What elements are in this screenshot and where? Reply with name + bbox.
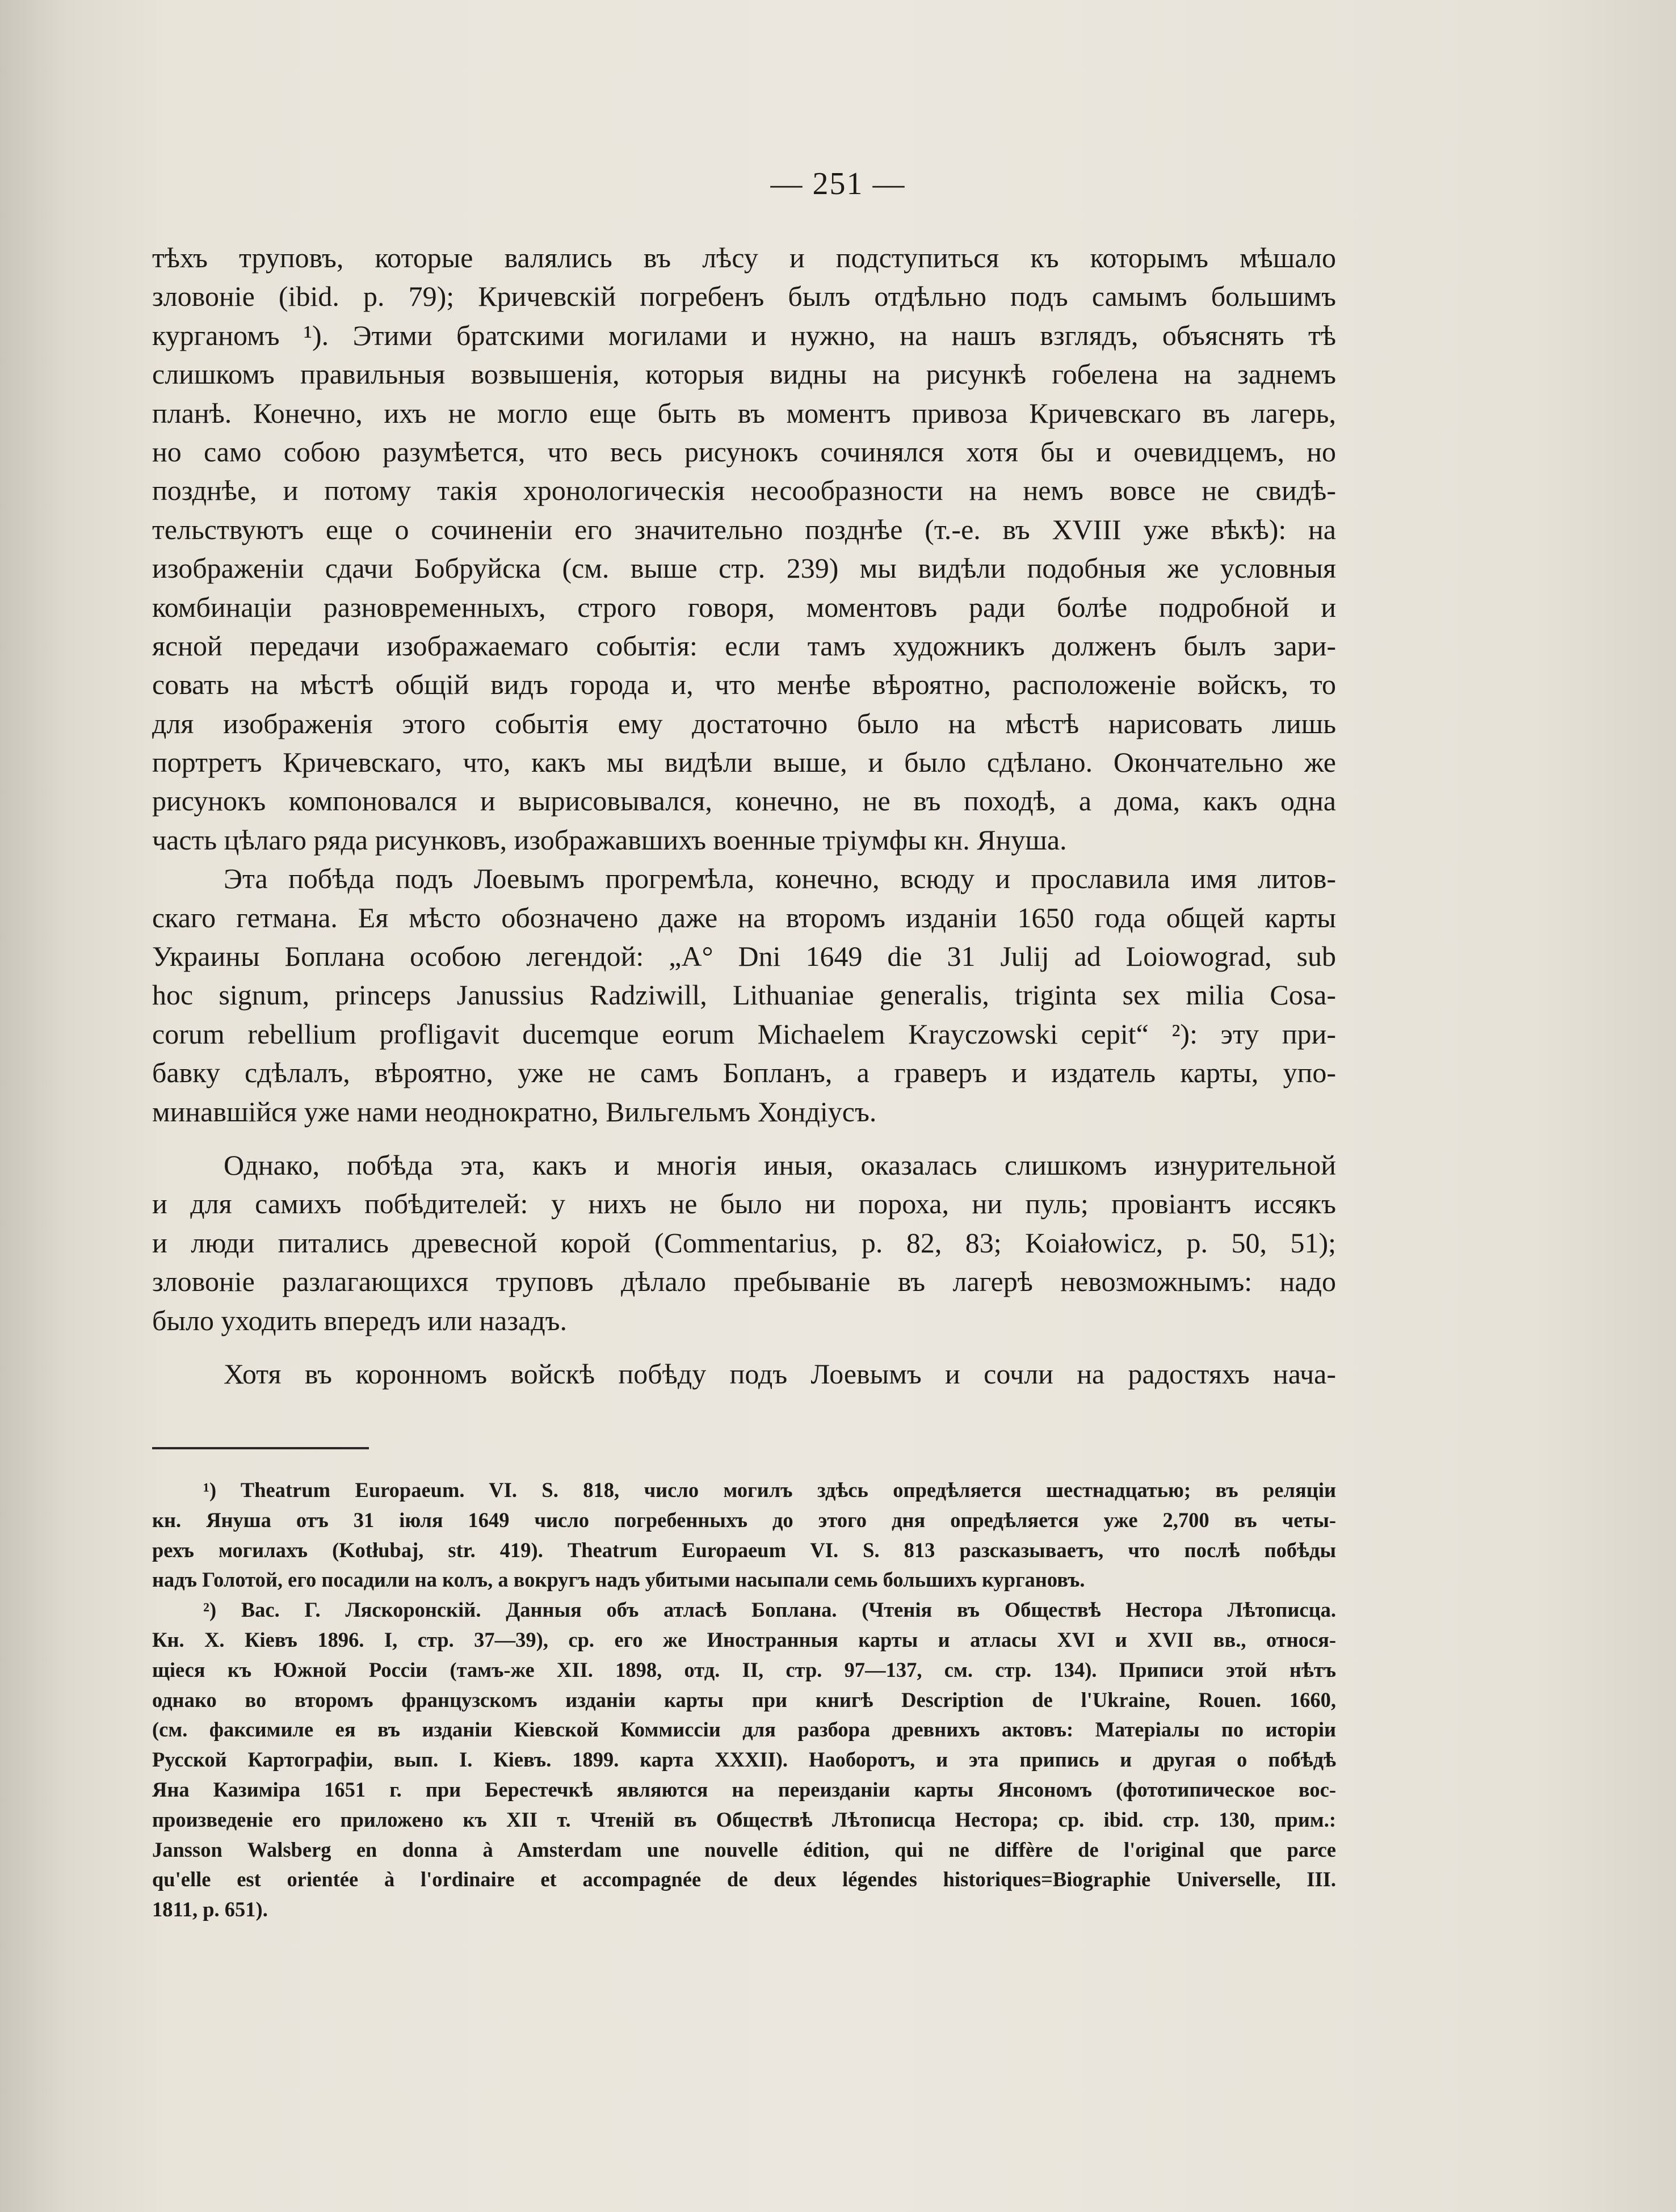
text-line: планѣ. Конечно, ихъ не могло еще быть въ моментъ привоза Кричевскаго въ лагерь, [152, 397, 1336, 429]
footnote-line: однако во второмъ французскомъ изданіи карты при книгѣ Description de l'Ukraine, Rouen. 1660, [152, 1688, 1336, 1711]
footnotes [152, 1475, 1336, 1925]
footnote-line: 1811, p. 651). [152, 1898, 268, 1921]
text-line: совать на мѣстѣ общій видъ города и, что менѣе вѣроятно, расположеніе войскъ, то [152, 668, 1336, 701]
text-line: hoc signum, princeps Janussius Radziwill, Lithuaniae generalis, triginta sex milia Cosa- [152, 979, 1336, 1011]
paragraph-gap [152, 1340, 1336, 1355]
text-line: и для самихъ побѣдителей: у нихъ не было ни пороха, ни пуль; провіантъ иссякъ [152, 1188, 1336, 1220]
text-line: портретъ Кричевскаго, что, какъ мы видѣли выше, и было сдѣлано. Окончательно же [152, 746, 1336, 779]
text-line: зловоніе разлагающихся труповъ дѣлало пребываніе въ лагерѣ невозможнымъ: надо [152, 1265, 1336, 1298]
text-line: Однако, побѣда эта, какъ и многія иныя, оказалась слишкомъ изнурительной [224, 1149, 1336, 1181]
text-line: corum rebellium profligavit ducemque eorum Michaelem Krayczowski cepit“ ²): эту при- [152, 1017, 1336, 1050]
text-line: Украины Боплана особою легендой: „A° Dni 1649 die 31 Julij ad Loiowograd, sub [152, 940, 1336, 973]
text-line: Хотя въ коронномъ войскѣ побѣду подъ Лоевымъ и сочли на радостяхъ нача- [224, 1357, 1336, 1390]
text-line: для изображенія этого событія ему достаточно было на мѣстѣ нарисовать лишь [152, 707, 1336, 739]
text-line: тѣхъ труповъ, которые валялись въ лѣсу и подступиться къ которымъ мѣшало [152, 242, 1336, 274]
text-line: зловоніе (ibid. p. 79); Кричевскій погребенъ былъ отдѣльно подъ самымъ большимъ [152, 280, 1336, 313]
footnote-line: ²) Вас. Г. Ляскоронскій. Данныя объ атласѣ Боплана. (Чтенія въ Обществѣ Нестора Лѣтописца. [203, 1598, 1336, 1622]
paragraph-gap [152, 1131, 1336, 1146]
footnote-line: надъ Голотой, его посадили на колъ, а вокругъ надъ убитыми насыпали семь большихъ кургановъ. [152, 1568, 1085, 1592]
text-line: Эта побѣда подъ Лоевымъ прогремѣла, конечно, всюду и прославила имя литов- [224, 863, 1336, 895]
footnote-line: ¹) Theatrum Europaeum. VI. S. 818, число могилъ здѣсь опредѣляется шестнадцатью; въ реляціи [203, 1478, 1336, 1502]
text-line: изображеніи сдачи Бобруйска (см. выше стр. 239) мы видѣли подобныя же условныя [152, 552, 1336, 584]
page-number: — 251 — [770, 166, 906, 201]
footnote-line: Яна Казиміра 1651 г. при Берестечкѣ являются на переизданіи карты Янсономъ (фототипическое вос- [152, 1777, 1336, 1801]
text-line: тельствуютъ еще о сочиненіи его значительно позднѣе (т.-е. въ XVIII уже вѣкѣ): на [152, 513, 1336, 545]
text-line: было уходить впередъ или назадъ. [152, 1304, 568, 1336]
footnote-line: Русской Картографіи, вып. I. Кіевъ. 1899. карта XXXII). Наоборотъ, и эта припись и другая о побѣдѣ [152, 1748, 1336, 1772]
text-line: часть цѣлаго ряда рисунковъ, изображавшихъ военные тріумфы кн. Януша. [152, 823, 1067, 856]
footnote-line: qu'elle est orientée à l'ordinaire et accompagnée de deux légendes historiques=Biographie Universelle, III. [152, 1868, 1336, 1891]
footnote-line: произведеніе его приложено къ XII т. Чтеній въ Обществѣ Лѣтописца Нестора; ср. ibid. стр. 130, прим.: [152, 1807, 1336, 1831]
text-line: и люди питались древесной корой (Commentarius, p. 82, 83; Koiałowicz, p. 50, 51); [152, 1226, 1336, 1259]
footnote-line: щіеся къ Южной Россіи (тамъ-же XII. 1898, отд. II, стр. 97—137, см. стр. 134). Приписи этой нѣтъ [152, 1658, 1336, 1681]
footnote-line: (см. факсимиле ея въ изданіи Кіевской Коммиссіи для разбора древнихъ актовъ: Матеріалы по исторіи [152, 1718, 1336, 1742]
footnote-rule [152, 1447, 369, 1449]
text-line: слишкомъ правильныя возвышенія, которыя видны на рисункѣ гобелена на заднемъ [152, 358, 1336, 390]
text-line: рисунокъ компоновался и вырисовывался, конечно, не въ походѣ, а дома, какъ одна [152, 785, 1336, 817]
main-text [152, 238, 1336, 1393]
text-line: комбинаціи разновременныхъ, строго говоря, моментовъ ради болѣе подробной и [152, 591, 1336, 623]
text-line: скаго гетмана. Ея мѣсто обозначено даже на второмъ изданіи 1650 года общей карты [152, 901, 1336, 933]
footnote-line: Jansson Walsberg en donna à Amsterdam une nouvelle édition, qui ne diffère de l'original que parce [152, 1837, 1336, 1861]
text-line: позднѣе, и потому такія хронологическія несообразности на немъ вовсе не свидѣ- [152, 474, 1336, 507]
text-line: бавку сдѣлалъ, вѣроятно, уже не самъ Бопланъ, а граверъ и издатель карты, упо- [152, 1057, 1336, 1089]
text-line: курганомъ ¹). Этими братскими могилами и нужно, на нашъ взглядъ, объяснять тѣ [152, 319, 1336, 351]
text-line: ясной передачи изображаемаго событія: если тамъ художникъ долженъ былъ зари- [152, 629, 1336, 662]
footnote-line: рехъ могилахъ (Kotłubaj, str. 419). Theatrum Europaeum VI. S. 813 разсказываетъ, что послѣ побѣды [152, 1538, 1336, 1562]
text-line: минавшійся уже нами неоднократно, Вильгельмъ Хондіусъ. [152, 1095, 877, 1128]
text-line: но само собою разумѣется, что весь рисунокъ сочинялся хотя бы и очевидцемъ, но [152, 435, 1336, 468]
footnote-line: кн. Януша отъ 31 іюля 1649 число погребенныхъ до этого дня опредѣляется уже 2,700 въ четы- [152, 1508, 1336, 1532]
footnote-line: Кн. X. Кіевъ 1896. I, стр. 37—39), ср. его же Иностранныя карты и атласы XVI и XVII вв., относя- [152, 1628, 1336, 1651]
